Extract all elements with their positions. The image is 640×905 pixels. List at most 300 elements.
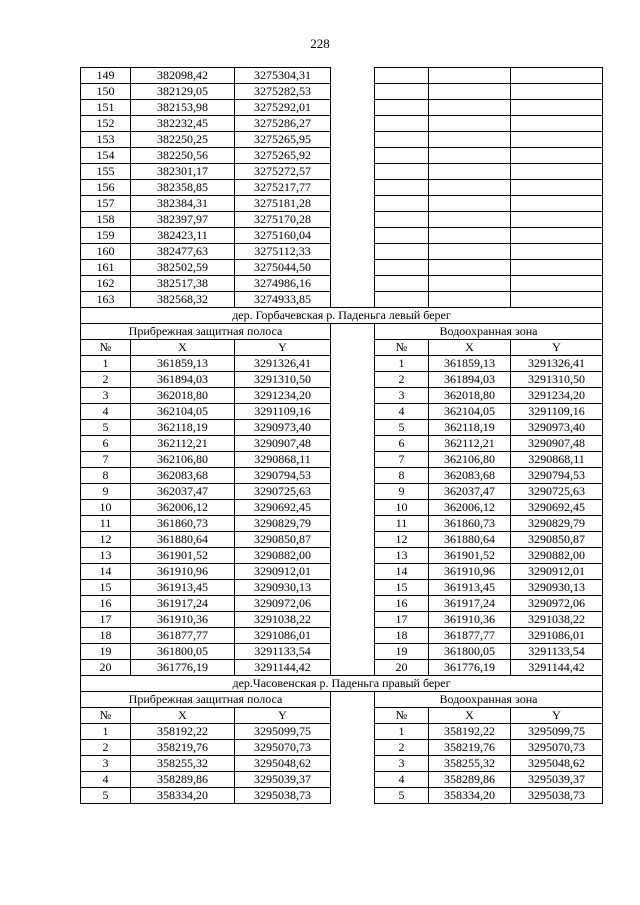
empty-cell — [511, 164, 603, 180]
x-coordinate-cell: 361894,03 — [429, 372, 511, 388]
x-coordinate-cell: 362083,68 — [131, 468, 235, 484]
empty-cell — [429, 244, 511, 260]
column-gap — [331, 468, 375, 484]
column-gap — [331, 788, 375, 804]
y-coordinate-cell: 3295070,73 — [235, 740, 331, 756]
x-coordinate-cell: 361776,19 — [131, 660, 235, 676]
table-row — [81, 244, 603, 260]
empty-cell — [511, 244, 603, 260]
column-gap — [331, 484, 375, 500]
table-row — [81, 660, 603, 676]
empty-cell — [375, 84, 429, 100]
point-number-cell: 163 — [81, 292, 131, 308]
y-coordinate-cell: 3291234,20 — [235, 388, 331, 404]
column-gap — [331, 516, 375, 532]
column-gap — [331, 196, 375, 212]
point-number-cell: 10 — [375, 500, 429, 516]
table-row — [81, 404, 603, 420]
x-coordinate-cell: 362112,21 — [429, 436, 511, 452]
point-number-cell: 11 — [375, 516, 429, 532]
point-number-cell: 162 — [81, 276, 131, 292]
empty-cell — [511, 212, 603, 228]
y-coordinate-cell: 3275286,27 — [235, 116, 331, 132]
y-coordinate-cell: 3275272,57 — [235, 164, 331, 180]
y-coordinate-cell: 3290868,11 — [235, 452, 331, 468]
column-gap — [331, 116, 375, 132]
y-coordinate-cell: 3290868,11 — [511, 452, 603, 468]
table-row — [81, 580, 603, 596]
x-coordinate-cell: 362083,68 — [429, 468, 511, 484]
x-coordinate-cell: 358192,22 — [131, 724, 235, 740]
y-coordinate-cell: 3290912,01 — [235, 564, 331, 580]
table-row — [81, 436, 603, 452]
column-header-number: № — [81, 708, 131, 724]
y-coordinate-cell: 3275181,28 — [235, 196, 331, 212]
column-gap — [331, 260, 375, 276]
y-coordinate-cell: 3291144,42 — [511, 660, 603, 676]
x-coordinate-cell: 358219,76 — [429, 740, 511, 756]
x-coordinate-cell: 382502,59 — [131, 260, 235, 276]
empty-cell — [429, 196, 511, 212]
empty-cell — [429, 116, 511, 132]
column-gap — [331, 148, 375, 164]
table-row — [81, 468, 603, 484]
y-coordinate-cell: 3290912,01 — [511, 564, 603, 580]
x-coordinate-cell: 361859,13 — [429, 356, 511, 372]
y-coordinate-cell: 3290725,63 — [235, 484, 331, 500]
point-number-cell: 4 — [375, 404, 429, 420]
column-gap — [331, 612, 375, 628]
y-coordinate-cell: 3275112,33 — [235, 244, 331, 260]
column-gap — [331, 740, 375, 756]
empty-cell — [375, 276, 429, 292]
y-coordinate-cell: 3290829,79 — [511, 516, 603, 532]
column-gap — [331, 708, 375, 724]
empty-cell — [429, 84, 511, 100]
point-number-cell: 149 — [81, 68, 131, 84]
x-coordinate-cell: 358334,20 — [429, 788, 511, 804]
column-gap — [331, 356, 375, 372]
table-row — [81, 84, 603, 100]
table-row — [81, 260, 603, 276]
x-coordinate-cell: 358255,32 — [131, 756, 235, 772]
empty-cell — [429, 212, 511, 228]
point-number-cell: 7 — [375, 452, 429, 468]
column-gap — [331, 420, 375, 436]
table-row — [81, 100, 603, 116]
table-row — [81, 164, 603, 180]
column-gap — [331, 548, 375, 564]
column-gap — [331, 660, 375, 676]
x-coordinate-cell: 362037,47 — [429, 484, 511, 500]
empty-cell — [511, 68, 603, 84]
column-gap — [331, 580, 375, 596]
x-coordinate-cell: 361910,36 — [429, 612, 511, 628]
table-row — [81, 788, 603, 804]
point-number-cell: 154 — [81, 148, 131, 164]
y-coordinate-cell: 3290973,40 — [235, 420, 331, 436]
column-gap — [331, 228, 375, 244]
empty-cell — [511, 116, 603, 132]
point-number-cell: 157 — [81, 196, 131, 212]
x-coordinate-cell: 361910,96 — [429, 564, 511, 580]
table-row — [81, 740, 603, 756]
point-number-cell: 5 — [81, 420, 131, 436]
y-coordinate-cell: 3290972,06 — [511, 596, 603, 612]
table-row — [81, 772, 603, 788]
y-coordinate-cell: 3291133,54 — [235, 644, 331, 660]
column-gap — [331, 164, 375, 180]
x-coordinate-cell: 358219,76 — [131, 740, 235, 756]
x-coordinate-cell: 362018,80 — [131, 388, 235, 404]
x-coordinate-cell: 362112,21 — [131, 436, 235, 452]
column-gap — [331, 84, 375, 100]
point-number-cell: 1 — [375, 356, 429, 372]
point-number-cell: 13 — [375, 548, 429, 564]
column-gap — [331, 324, 375, 340]
y-coordinate-cell: 3291326,41 — [235, 356, 331, 372]
y-coordinate-cell: 3290973,40 — [511, 420, 603, 436]
y-coordinate-cell: 3295038,73 — [511, 788, 603, 804]
x-coordinate-cell: 362118,19 — [131, 420, 235, 436]
point-number-cell: 161 — [81, 260, 131, 276]
x-coordinate-cell: 361880,64 — [131, 532, 235, 548]
point-number-cell: 151 — [81, 100, 131, 116]
point-number-cell: 18 — [81, 628, 131, 644]
x-coordinate-cell: 358192,22 — [429, 724, 511, 740]
x-coordinate-cell: 361917,24 — [429, 596, 511, 612]
column-gap — [331, 244, 375, 260]
column-gap — [331, 564, 375, 580]
y-coordinate-cell: 3290882,00 — [235, 548, 331, 564]
column-gap — [331, 644, 375, 660]
x-coordinate-cell: 382129,05 — [131, 84, 235, 100]
point-number-cell: 3 — [375, 756, 429, 772]
point-number-cell: 160 — [81, 244, 131, 260]
column-gap — [331, 180, 375, 196]
y-coordinate-cell: 3295048,62 — [511, 756, 603, 772]
empty-cell — [375, 100, 429, 116]
empty-cell — [375, 132, 429, 148]
table-row — [81, 276, 603, 292]
y-coordinate-cell: 3275265,95 — [235, 132, 331, 148]
x-coordinate-cell: 382384,31 — [131, 196, 235, 212]
table-row — [81, 388, 603, 404]
y-coordinate-cell: 3274986,16 — [235, 276, 331, 292]
x-coordinate-cell: 361913,45 — [131, 580, 235, 596]
table-row — [81, 756, 603, 772]
y-coordinate-cell: 3291038,22 — [235, 612, 331, 628]
point-number-cell: 14 — [81, 564, 131, 580]
point-number-cell: 15 — [81, 580, 131, 596]
y-coordinate-cell: 3291086,01 — [235, 628, 331, 644]
empty-cell — [511, 292, 603, 308]
point-number-cell: 16 — [375, 596, 429, 612]
subtable-title-row — [81, 692, 603, 708]
column-gap — [331, 452, 375, 468]
section-title: дер.Часовенская р. Паденьга правый берег — [81, 676, 603, 692]
table-row — [81, 564, 603, 580]
point-number-cell: 19 — [375, 644, 429, 660]
point-number-cell: 152 — [81, 116, 131, 132]
x-coordinate-cell: 362106,80 — [131, 452, 235, 468]
column-gap — [331, 724, 375, 740]
subtable-title-row — [81, 324, 603, 340]
column-header-y: Y — [235, 708, 331, 724]
y-coordinate-cell: 3290794,53 — [235, 468, 331, 484]
section-title-row — [81, 308, 603, 324]
y-coordinate-cell: 3275044,50 — [235, 260, 331, 276]
column-gap — [331, 68, 375, 84]
y-coordinate-cell: 3291109,16 — [235, 404, 331, 420]
y-coordinate-cell: 3295039,37 — [511, 772, 603, 788]
point-number-cell: 9 — [81, 484, 131, 500]
y-coordinate-cell: 3291109,16 — [511, 404, 603, 420]
y-coordinate-cell: 3290725,63 — [511, 484, 603, 500]
column-header-x: X — [429, 708, 511, 724]
point-number-cell: 4 — [81, 772, 131, 788]
x-coordinate-cell: 382301,17 — [131, 164, 235, 180]
point-number-cell: 5 — [375, 788, 429, 804]
point-number-cell: 7 — [81, 452, 131, 468]
point-number-cell: 13 — [81, 548, 131, 564]
empty-cell — [429, 148, 511, 164]
column-gap — [331, 372, 375, 388]
point-number-cell: 11 — [81, 516, 131, 532]
empty-cell — [511, 260, 603, 276]
point-number-cell: 15 — [375, 580, 429, 596]
y-coordinate-cell: 3295048,62 — [235, 756, 331, 772]
y-coordinate-cell: 3275170,28 — [235, 212, 331, 228]
x-coordinate-cell: 382568,32 — [131, 292, 235, 308]
table-row — [81, 372, 603, 388]
column-header-number: № — [375, 708, 429, 724]
y-coordinate-cell: 3290972,06 — [235, 596, 331, 612]
x-coordinate-cell: 361877,77 — [131, 628, 235, 644]
point-number-cell: 150 — [81, 84, 131, 100]
table-row — [81, 532, 603, 548]
y-coordinate-cell: 3290850,87 — [235, 532, 331, 548]
point-number-cell: 20 — [375, 660, 429, 676]
column-gap — [331, 132, 375, 148]
empty-cell — [375, 68, 429, 84]
empty-cell — [375, 228, 429, 244]
point-number-cell: 2 — [375, 740, 429, 756]
table-row — [81, 228, 603, 244]
point-number-cell: 3 — [81, 756, 131, 772]
x-coordinate-cell: 382423,11 — [131, 228, 235, 244]
column-header-number: № — [375, 340, 429, 356]
point-number-cell: 153 — [81, 132, 131, 148]
x-coordinate-cell: 362104,05 — [131, 404, 235, 420]
x-coordinate-cell: 361910,96 — [131, 564, 235, 580]
column-gap — [331, 692, 375, 708]
y-coordinate-cell: 3295039,37 — [235, 772, 331, 788]
section-title: дер. Горбачевская р. Паденьга левый берег — [81, 308, 603, 324]
point-number-cell: 4 — [375, 772, 429, 788]
x-coordinate-cell: 382232,45 — [131, 116, 235, 132]
y-coordinate-cell: 3290882,00 — [511, 548, 603, 564]
point-number-cell: 5 — [81, 788, 131, 804]
y-coordinate-cell: 3275160,04 — [235, 228, 331, 244]
column-gap — [331, 756, 375, 772]
x-coordinate-cell: 382477,63 — [131, 244, 235, 260]
table-row — [81, 292, 603, 308]
column-gap — [331, 532, 375, 548]
coordinates-table — [80, 67, 603, 804]
shore-strip-title: Прибрежная защитная полоса — [81, 692, 331, 708]
x-coordinate-cell: 382358,85 — [131, 180, 235, 196]
empty-cell — [429, 164, 511, 180]
table-row — [81, 724, 603, 740]
x-coordinate-cell: 361901,52 — [429, 548, 511, 564]
table-row — [81, 628, 603, 644]
empty-cell — [375, 212, 429, 228]
x-coordinate-cell: 361910,36 — [131, 612, 235, 628]
point-number-cell: 6 — [81, 436, 131, 452]
y-coordinate-cell: 3290692,45 — [511, 500, 603, 516]
y-coordinate-cell: 3291133,54 — [511, 644, 603, 660]
empty-cell — [511, 148, 603, 164]
y-coordinate-cell: 3290930,13 — [511, 580, 603, 596]
point-number-cell: 17 — [375, 612, 429, 628]
column-header-row — [81, 340, 603, 356]
table-row — [81, 596, 603, 612]
column-gap — [331, 772, 375, 788]
column-header-x: X — [131, 340, 235, 356]
column-header-row — [81, 708, 603, 724]
y-coordinate-cell: 3291086,01 — [511, 628, 603, 644]
y-coordinate-cell: 3274933,85 — [235, 292, 331, 308]
y-coordinate-cell: 3290907,48 — [235, 436, 331, 452]
y-coordinate-cell: 3295070,73 — [511, 740, 603, 756]
y-coordinate-cell: 3291234,20 — [511, 388, 603, 404]
y-coordinate-cell: 3290794,53 — [511, 468, 603, 484]
point-number-cell: 1 — [81, 356, 131, 372]
y-coordinate-cell: 3290850,87 — [511, 532, 603, 548]
point-number-cell: 155 — [81, 164, 131, 180]
empty-cell — [511, 132, 603, 148]
empty-cell — [511, 100, 603, 116]
y-coordinate-cell: 3295099,75 — [235, 724, 331, 740]
empty-cell — [375, 292, 429, 308]
section-title-row — [81, 676, 603, 692]
y-coordinate-cell: 3275217,77 — [235, 180, 331, 196]
empty-cell — [511, 84, 603, 100]
y-coordinate-cell: 3291310,50 — [235, 372, 331, 388]
column-gap — [331, 388, 375, 404]
table-row — [81, 148, 603, 164]
x-coordinate-cell: 362006,12 — [429, 500, 511, 516]
column-gap — [331, 340, 375, 356]
empty-cell — [375, 148, 429, 164]
empty-cell — [375, 164, 429, 180]
table-row — [81, 500, 603, 516]
x-coordinate-cell: 382250,56 — [131, 148, 235, 164]
column-gap — [331, 100, 375, 116]
column-gap — [331, 436, 375, 452]
point-number-cell: 156 — [81, 180, 131, 196]
x-coordinate-cell: 362106,80 — [429, 452, 511, 468]
point-number-cell: 3 — [375, 388, 429, 404]
point-number-cell: 8 — [375, 468, 429, 484]
y-coordinate-cell: 3275265,92 — [235, 148, 331, 164]
table-row — [81, 420, 603, 436]
x-coordinate-cell: 382397,97 — [131, 212, 235, 228]
column-header-y: Y — [511, 340, 603, 356]
point-number-cell: 158 — [81, 212, 131, 228]
y-coordinate-cell: 3295038,73 — [235, 788, 331, 804]
y-coordinate-cell: 3291038,22 — [511, 612, 603, 628]
x-coordinate-cell: 361913,45 — [429, 580, 511, 596]
point-number-cell: 2 — [81, 372, 131, 388]
y-coordinate-cell: 3290692,45 — [235, 500, 331, 516]
point-number-cell: 18 — [375, 628, 429, 644]
point-number-cell: 10 — [81, 500, 131, 516]
column-header-y: Y — [235, 340, 331, 356]
table-row — [81, 452, 603, 468]
column-header-number: № — [81, 340, 131, 356]
point-number-cell: 20 — [81, 660, 131, 676]
empty-cell — [375, 180, 429, 196]
empty-cell — [375, 196, 429, 212]
water-zone-title: Водоохранная зона — [375, 324, 603, 340]
table-row — [81, 180, 603, 196]
empty-cell — [429, 132, 511, 148]
point-number-cell: 19 — [81, 644, 131, 660]
column-gap — [331, 212, 375, 228]
x-coordinate-cell: 361917,24 — [131, 596, 235, 612]
x-coordinate-cell: 382098,42 — [131, 68, 235, 84]
empty-cell — [429, 276, 511, 292]
y-coordinate-cell: 3275292,01 — [235, 100, 331, 116]
y-coordinate-cell: 3275282,53 — [235, 84, 331, 100]
x-coordinate-cell: 362006,12 — [131, 500, 235, 516]
table-row — [81, 196, 603, 212]
y-coordinate-cell: 3290829,79 — [235, 516, 331, 532]
x-coordinate-cell: 361860,73 — [429, 516, 511, 532]
point-number-cell: 12 — [81, 532, 131, 548]
empty-cell — [511, 180, 603, 196]
point-number-cell: 2 — [375, 372, 429, 388]
x-coordinate-cell: 358289,86 — [131, 772, 235, 788]
point-number-cell: 4 — [81, 404, 131, 420]
y-coordinate-cell: 3275304,31 — [235, 68, 331, 84]
table-row — [81, 356, 603, 372]
empty-cell — [375, 260, 429, 276]
column-gap — [331, 500, 375, 516]
point-number-cell: 5 — [375, 420, 429, 436]
column-gap — [331, 292, 375, 308]
y-coordinate-cell: 3290930,13 — [235, 580, 331, 596]
empty-cell — [375, 244, 429, 260]
empty-cell — [375, 116, 429, 132]
table-row — [81, 212, 603, 228]
y-coordinate-cell: 3291310,50 — [511, 372, 603, 388]
empty-cell — [429, 228, 511, 244]
x-coordinate-cell: 361860,73 — [131, 516, 235, 532]
x-coordinate-cell: 358289,86 — [429, 772, 511, 788]
x-coordinate-cell: 382153,98 — [131, 100, 235, 116]
empty-cell — [429, 68, 511, 84]
column-gap — [331, 404, 375, 420]
table-row — [81, 644, 603, 660]
point-number-cell: 16 — [81, 596, 131, 612]
y-coordinate-cell: 3291144,42 — [235, 660, 331, 676]
point-number-cell: 8 — [81, 468, 131, 484]
column-gap — [331, 628, 375, 644]
x-coordinate-cell: 361880,64 — [429, 532, 511, 548]
